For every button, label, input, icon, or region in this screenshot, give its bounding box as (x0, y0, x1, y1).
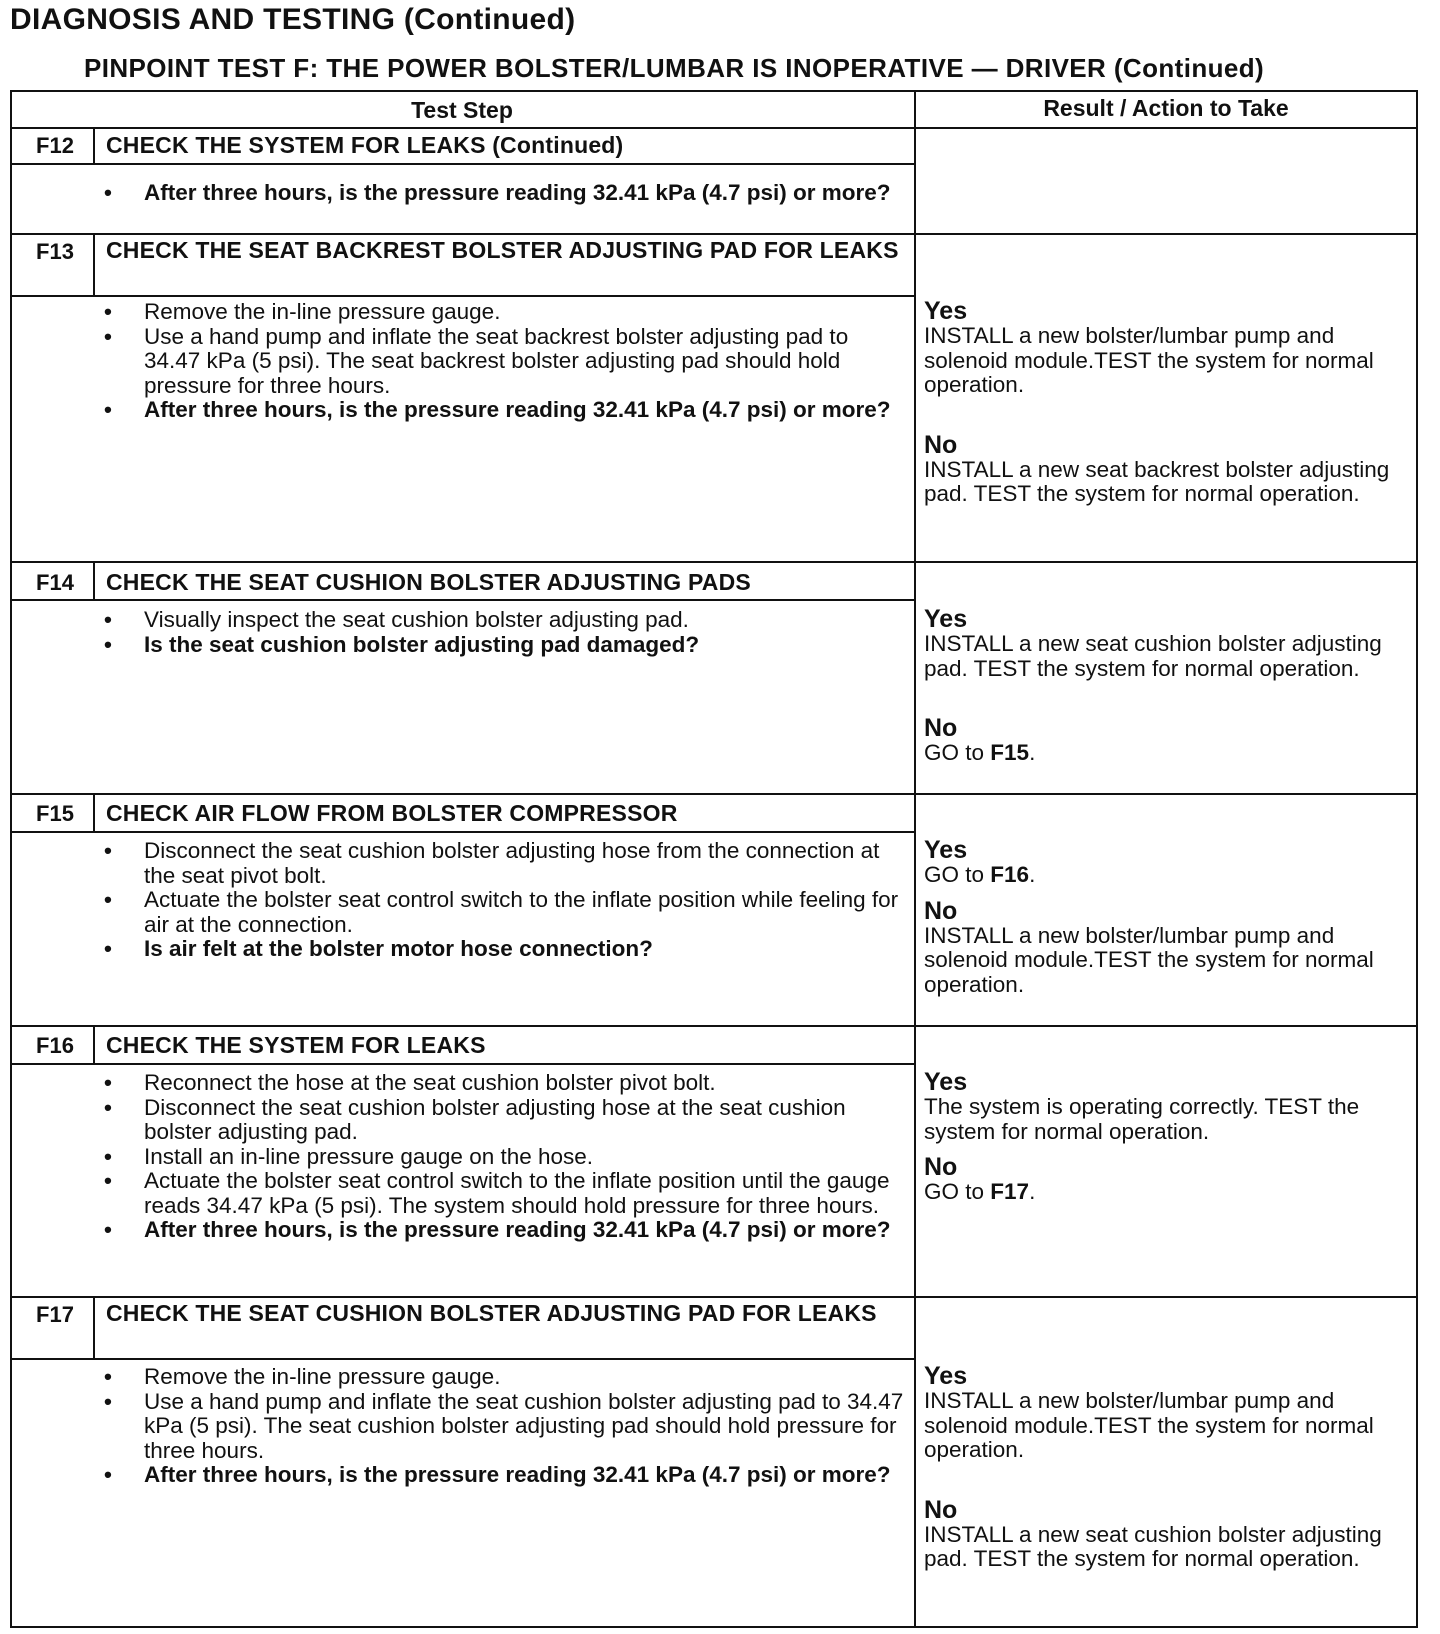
instruction-item: • Visually inspect the seat cushion bolster adjusting pad. (100, 608, 910, 633)
instruction-item: • Disconnect the seat cushion bolster adjusting hose at the seat cushion bolster adjusting pad. (100, 1096, 910, 1145)
question-item: • Is the seat cushion bolster adjusting pad damaged? (100, 633, 910, 658)
step-title: CHECK THE SYSTEM FOR LEAKS (106, 1032, 486, 1058)
instruction-item: • Use a hand pump and inflate the seat backrest bolster adjusting pad to 34.47 kPa (5 psi). The seat backrest bolster adjusting pad should hold pressure for three hours. (100, 325, 910, 399)
question-item: • After three hours, is the pressure reading 32.41 kPa (4.7 psi) or more? (100, 398, 910, 423)
step-title-underline (12, 1063, 914, 1065)
step-title: CHECK THE SEAT BACKREST BOLSTER ADJUSTING PAD FOR LEAKS (106, 237, 899, 263)
no-action: INSTALL a new bolster/lumbar pump and solenoid module.TEST the system for normal operation. (924, 922, 1374, 997)
step-id-divider (93, 1297, 95, 1359)
yes-action: INSTALL a new bolster/lumbar pump and solenoid module.TEST the system for normal operation. (924, 323, 1374, 397)
header-result-action: Result / Action to Take (1043, 95, 1289, 121)
step-id: F12 (36, 133, 74, 158)
step-instructions (100, 1365, 910, 1488)
instruction-item: • Actuate the bolster seat control switch to the inflate position while feeling for air at the connection. (100, 888, 910, 937)
step-id-divider (93, 128, 95, 164)
step-title-underline (12, 295, 914, 297)
yes-label: Yes (924, 836, 968, 864)
instruction-item: • Use a hand pump and inflate the seat cushion bolster adjusting pad to 34.47 kPa (5 psi). The seat cushion bolster adjusting pad should hold pressure for three hours. (100, 1390, 910, 1464)
header-test-step: Test Step (411, 97, 513, 123)
step-title-underline (12, 163, 914, 165)
result-actions (924, 1069, 1404, 1205)
step-id-divider (93, 794, 95, 832)
pinpoint-test-title: PINPOINT TEST F: THE POWER BOLSTER/LUMBAR IS INOPERATIVE — DRIVER (Continued) (84, 53, 1265, 83)
step-title: CHECK AIR FLOW FROM BOLSTER COMPRESSOR (106, 800, 678, 826)
yes-action: GO to F16. (924, 862, 1036, 887)
step-id: F16 (36, 1033, 74, 1058)
question-item: • Is air felt at the bolster motor hose connection? (100, 937, 910, 962)
yes-label: Yes (924, 297, 968, 325)
no-label: No (924, 430, 958, 459)
step-reference: F17 (990, 1179, 1030, 1204)
yes-action: INSTALL a new seat cushion bolster adjusting pad. TEST the system for normal operation. (924, 631, 1382, 681)
row-divider (12, 793, 1416, 795)
yes-label: Yes (924, 1068, 968, 1096)
instruction-item: • Actuate the bolster seat control switch to the inflate position until the gauge reads 34.47 kPa (5 psi). The system should hold pressure for three hours. (100, 1169, 910, 1218)
no-label: No (924, 714, 958, 742)
step-instructions (100, 839, 910, 962)
no-action: GO to F17. (924, 1179, 1036, 1204)
page-title: DIAGNOSIS AND TESTING (Continued) (10, 3, 576, 36)
no-label: No (924, 896, 958, 925)
step-instructions (100, 1071, 910, 1243)
yes-action: The system is operating correctly. TEST the system for normal operation. (924, 1094, 1360, 1144)
row-divider (12, 1025, 1416, 1027)
instruction-item: • Remove the in-line pressure gauge. (100, 300, 910, 325)
step-reference: F16 (990, 862, 1030, 887)
question-item: • After three hours, is the pressure reading 32.41 kPa (4.7 psi) or more? (100, 1218, 910, 1243)
row-divider (12, 561, 1416, 563)
header-divider (12, 127, 1416, 129)
no-action: GO to F15. (924, 740, 1036, 765)
step-title-underline (12, 831, 914, 833)
step-id-divider (93, 562, 95, 600)
instruction-item: • Install an in-line pressure gauge on the hose. (100, 1145, 910, 1170)
instruction-item: • Disconnect the seat cushion bolster adjusting hose from the connection at the seat pivot bolt. (100, 839, 910, 888)
yes-label: Yes (924, 605, 968, 633)
no-action: INSTALL a new seat cushion bolster adjusting pad. TEST the system for normal operation. (924, 1521, 1382, 1571)
no-label: No (924, 1495, 958, 1524)
step-id: F13 (36, 239, 74, 264)
step-id: F15 (36, 801, 74, 826)
step-id-divider (93, 1026, 95, 1064)
no-label: No (924, 1153, 958, 1181)
row-divider (12, 233, 1416, 235)
step-id-divider (93, 234, 95, 296)
yes-label: Yes (924, 1362, 968, 1390)
result-actions (924, 837, 1404, 997)
step-title-underline (12, 1358, 914, 1360)
step-title-underline (12, 599, 914, 601)
step-reference: F15 (990, 740, 1030, 765)
instruction-item: • Reconnect the hose at the seat cushion bolster pivot bolt. (100, 1071, 910, 1096)
step-title: CHECK THE SEAT CUSHION BOLSTER ADJUSTING PADS (106, 569, 751, 595)
no-action: INSTALL a new seat backrest bolster adjusting pad. TEST the system for normal operation. (924, 456, 1390, 506)
yes-action: INSTALL a new bolster/lumbar pump and solenoid module.TEST the system for normal operation. (924, 1388, 1374, 1462)
result-actions (924, 1363, 1404, 1572)
column-divider (914, 92, 916, 1626)
step-id: F17 (36, 1302, 74, 1327)
result-actions (924, 606, 1404, 766)
step-id: F14 (36, 570, 74, 595)
step-instructions (100, 181, 910, 206)
question-item: • After three hours, is the pressure reading 32.41 kPa (4.7 psi) or more? (100, 181, 910, 206)
step-title: CHECK THE SYSTEM FOR LEAKS (Continued) (106, 132, 624, 158)
instruction-item: • Remove the in-line pressure gauge. (100, 1365, 910, 1390)
question-item: • After three hours, is the pressure reading 32.41 kPa (4.7 psi) or more? (100, 1463, 910, 1488)
step-instructions (100, 300, 910, 423)
step-title: CHECK THE SEAT CUSHION BOLSTER ADJUSTING PAD FOR LEAKS (106, 1300, 877, 1326)
result-actions (924, 298, 1404, 507)
row-divider (12, 1296, 1416, 1298)
step-instructions (100, 608, 910, 657)
